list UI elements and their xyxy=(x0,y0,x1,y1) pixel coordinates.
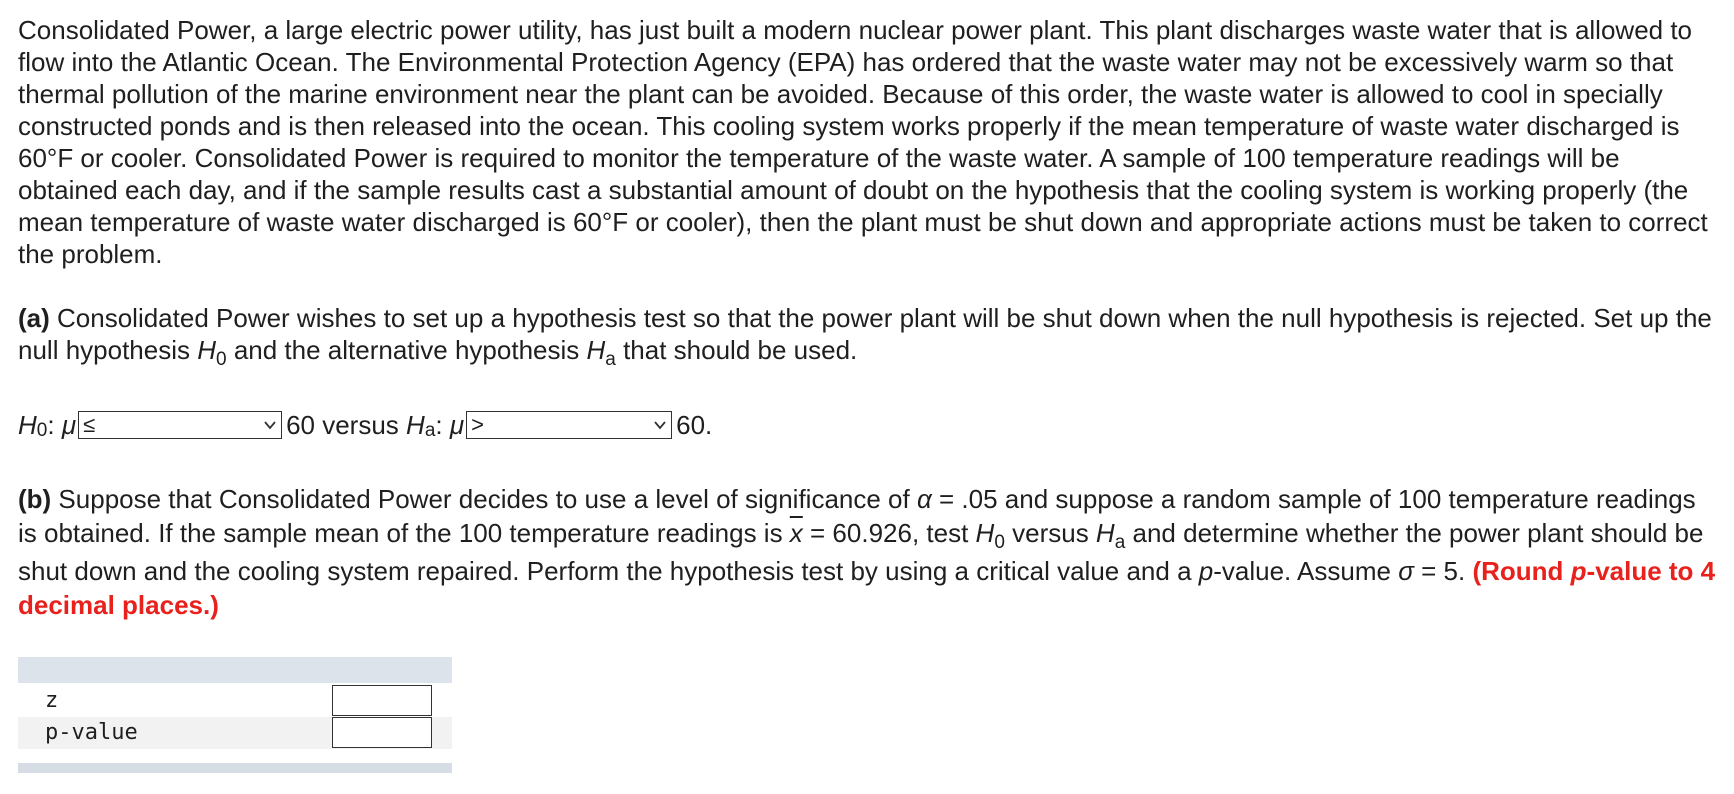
ha-symbol: H xyxy=(406,410,425,440)
h0-symbol: H xyxy=(18,410,37,440)
h0-operator-select[interactable]: ≤ xyxy=(78,411,282,439)
part-a-text: (a) Consolidated Power wishes to set up a hypothesis test so that the power plant will be shut down when the null hypothesis is rejected. Set up the null hypothesis $H_0$ and the alternative hypothesis $H_a$ that should be used. xyxy=(18,303,1712,370)
part-b-text: (b) Suppose that Consolidated Power decides to use a level of significance of α = .05 and suppose a random sample of 100 temperature readings is obtained. If the sample mean of the 100 temperature readings is $\overline{x} = 60.926$, test $H_0$ versus $H_a$ and determine whether the power plant should be shut down and the cooling system repaired. Perform the hypothesis test by using a critical value and a p-value. Assume σ = 5. (Round p-value to 4 decimal places.) xyxy=(18,484,1716,620)
chevron-down-icon xyxy=(653,418,667,432)
table-row xyxy=(18,685,452,717)
p-value-label: p-value xyxy=(45,720,138,745)
part-a-label: (a) xyxy=(18,303,50,333)
ha-operator-select[interactable]: > xyxy=(466,411,672,439)
z-label: z xyxy=(45,688,59,713)
z-input[interactable] xyxy=(332,685,432,716)
problem-intro: Consolidated Power, a large electric power utility, has just built a modern nuclear power plant. This plant discharges waste water that is allowed to flow into the Atlantic Ocean. The Environmental Protection Agency (EPA) has ordered that the waste water may not be excessively warm so that thermal pollution of the marine environment near the plant can be avoided. Because of this order, the waste water is allowed to cool in specially constructed ponds and is then released into the ocean. This cooling system works properly if the mean temperature of waste water discharged is 60°F or cooler. Consolidated Power is required to monitor the temperature of the waste water. A sample of 100 temperature readings will be obtained each day, and if the sample results cast a substantial amount of doubt on the hypothesis that the cooling system is working properly (the mean temperature of waste water discharged is 60°F or cooler), then the plant must be shut down and appropriate actions must be taken to correct the problem. xyxy=(18,15,1708,269)
hypotheses-row: H 0 : μ ≤ 60 versus H a : μ > 60. xyxy=(18,410,713,441)
table-row xyxy=(18,717,452,749)
answer-table-footer xyxy=(18,763,452,773)
p-value-input[interactable] xyxy=(332,717,432,748)
chevron-down-icon xyxy=(263,418,277,432)
answer-table-header xyxy=(18,657,452,683)
part-b-label: (b) xyxy=(18,484,52,514)
rounding-instruction: (Round p-value to 4 decimal places.) xyxy=(18,556,1716,620)
xbar-symbol: $\overline{x}$ xyxy=(789,518,803,548)
